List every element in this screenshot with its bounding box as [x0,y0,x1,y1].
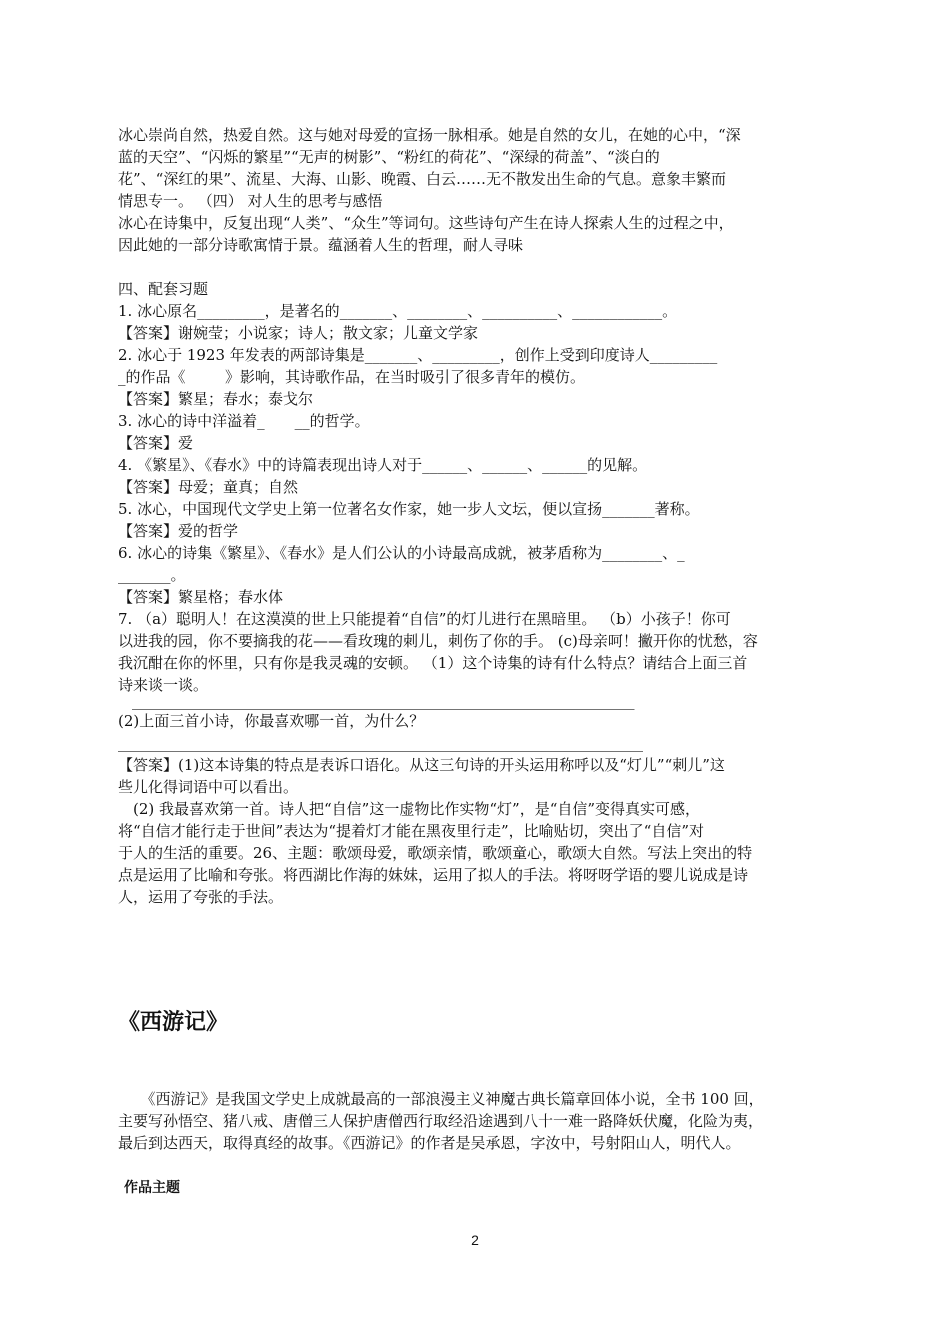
book-title: 《西游记》 [118,1010,229,1035]
answer-4: 【答案】母爱；童真；自然 [118,478,299,496]
text-line: 冰心崇尚自然，热爱自然。这与她对母爱的宣扬一脉相承。她是自然的女儿，在她的心中，“深 [118,126,741,144]
answer-5: 【答案】爱的哲学 [118,522,239,540]
answer-7-cont: 于人的生活的重要。26、主题：歌颂母爱，歌颂亲情，歌颂童心，歌颂大自然。写法上突出的特 [118,844,753,862]
answer-7: 【答案】(1)这本诗集的特点是表诉口语化。从这三句诗的开头运用称呼以及“灯儿”“刺儿”这 [118,756,725,774]
question-3: 3. 冰心的诗中洋溢着_ __的哲学。 [118,412,370,430]
question-7-part-2: (2)上面三首小诗，你最喜欢哪一首，为什么？ [118,712,425,730]
text-line: 情思专一。 （四） 对人生的思考与感悟 [118,192,383,210]
section-heading: 作品主题 [124,1180,180,1196]
question-7-cont: 以进我的园，你不要摘我的花——看玫瑰的刺儿，刺伤了你的手。 (c)母亲呵！撇开你的忧愁，容 [118,632,758,650]
question-5: 5. 冰心，中国现代文学史上第一位著名女作家，她一步人文坛，便以宣扬_______著称。 [118,500,700,518]
question-2-cont: _的作品《 》影响，其诗歌作品，在当时吸引了很多青年的模仿。 [118,368,586,386]
body-paragraph: 《西游记》是我国文学史上成就最高的一部浪漫主义神魔古典长篇章回体小说，全书 100 回， [118,1090,764,1108]
section-heading-exercises: 四、配套习题 [118,280,209,298]
body-paragraph: 主要写孙悟空、猪八戒、唐僧三人保护唐僧西行取经沿途遇到八十一难一路降妖伏魔，化险为夷， [118,1112,764,1130]
question-2: 2. 冰心于 1923 年发表的两部诗集是_______、_________，创作上受到印度诗人_________ [118,346,718,364]
page-number: 2 [471,1232,479,1248]
answer-3: 【答案】爱 [118,434,194,452]
answer-7-cont: 人，运用了夸张的手法。 [118,888,284,906]
text-line: 因此她的一部分诗歌寓情于景。蕴涵着人生的哲理，耐人寻味 [118,236,524,254]
question-4: 4. 《繁星》、《春水》中的诗篇表现出诗人对于______、______、______的见解。 [118,456,648,474]
answer-6: 【答案】繁星格；春水体 [118,588,284,606]
question-7-cont: 诗来谈一谈。 [118,676,209,694]
answer-7-cont: 点是运用了比喻和夸张。将西湖比作海的妹妹，运用了拟人的手法。将呀呀学语的婴儿说成是诗 [118,866,749,884]
question-7-cont: 我沉酣在你的怀里，只有你是我灵魂的安顿。 （1）这个诗集的诗有什么特点？请结合上面三首 [118,654,748,672]
text-line: 蓝的天空”、“闪烁的繁星”“无声的树影”、“粉红的荷花”、“深绿的荷盖”、“淡白的 [118,148,660,166]
answer-1: 【答案】谢婉莹；小说家；诗人；散文家；儿童文学家 [118,324,479,342]
question-6-cont: _______。 [118,566,186,584]
answer-blank-line: ______________________________________________________________________ [118,734,643,752]
body-paragraph: 最后到达西天，取得真经的故事。《西游记》的作者是吴承恩，字汝中，号射阳山人，明代人。 [118,1134,741,1152]
text-line: 冰心在诗集中，反复出现“人类”、“众生”等词句。这些诗句产生在诗人探索人生的过程之中， [118,214,734,232]
answer-2: 【答案】繁星；春水；泰戈尔 [118,390,314,408]
question-1: 1. 冰心原名_________，是著名的_______、________、__________、____________。 [118,302,678,320]
question-6: 6. 冰心的诗集《繁星》、《春水》是人们公认的小诗最高成就，被茅盾称为________、_ [118,544,685,562]
answer-blank-line: ___________________________________________________________________ [132,692,635,710]
answer-7-cont: 将“自信才能行走于世间”表达为“提着灯才能在黑夜里行走”，比喻贴切，突出了“自信”对 [118,822,705,840]
answer-7-cont: (2) 我最喜欢第一首。诗人把“自信”这一虚物比作实物“灯”，是“自信”变得真实可感， [118,800,701,818]
answer-7-cont: 些儿化得词语中可以看出。 [118,778,299,796]
text-line: 花”、“深红的果”、流星、大海、山影、晚霞、白云……无不散发出生命的气息。意象丰繁而 [118,170,727,188]
question-7: 7. （a）聪明人！在这漠漠的世上只能提着“自信”的灯儿进行在黑暗里。 （b）小孩子！你可 [118,610,731,628]
